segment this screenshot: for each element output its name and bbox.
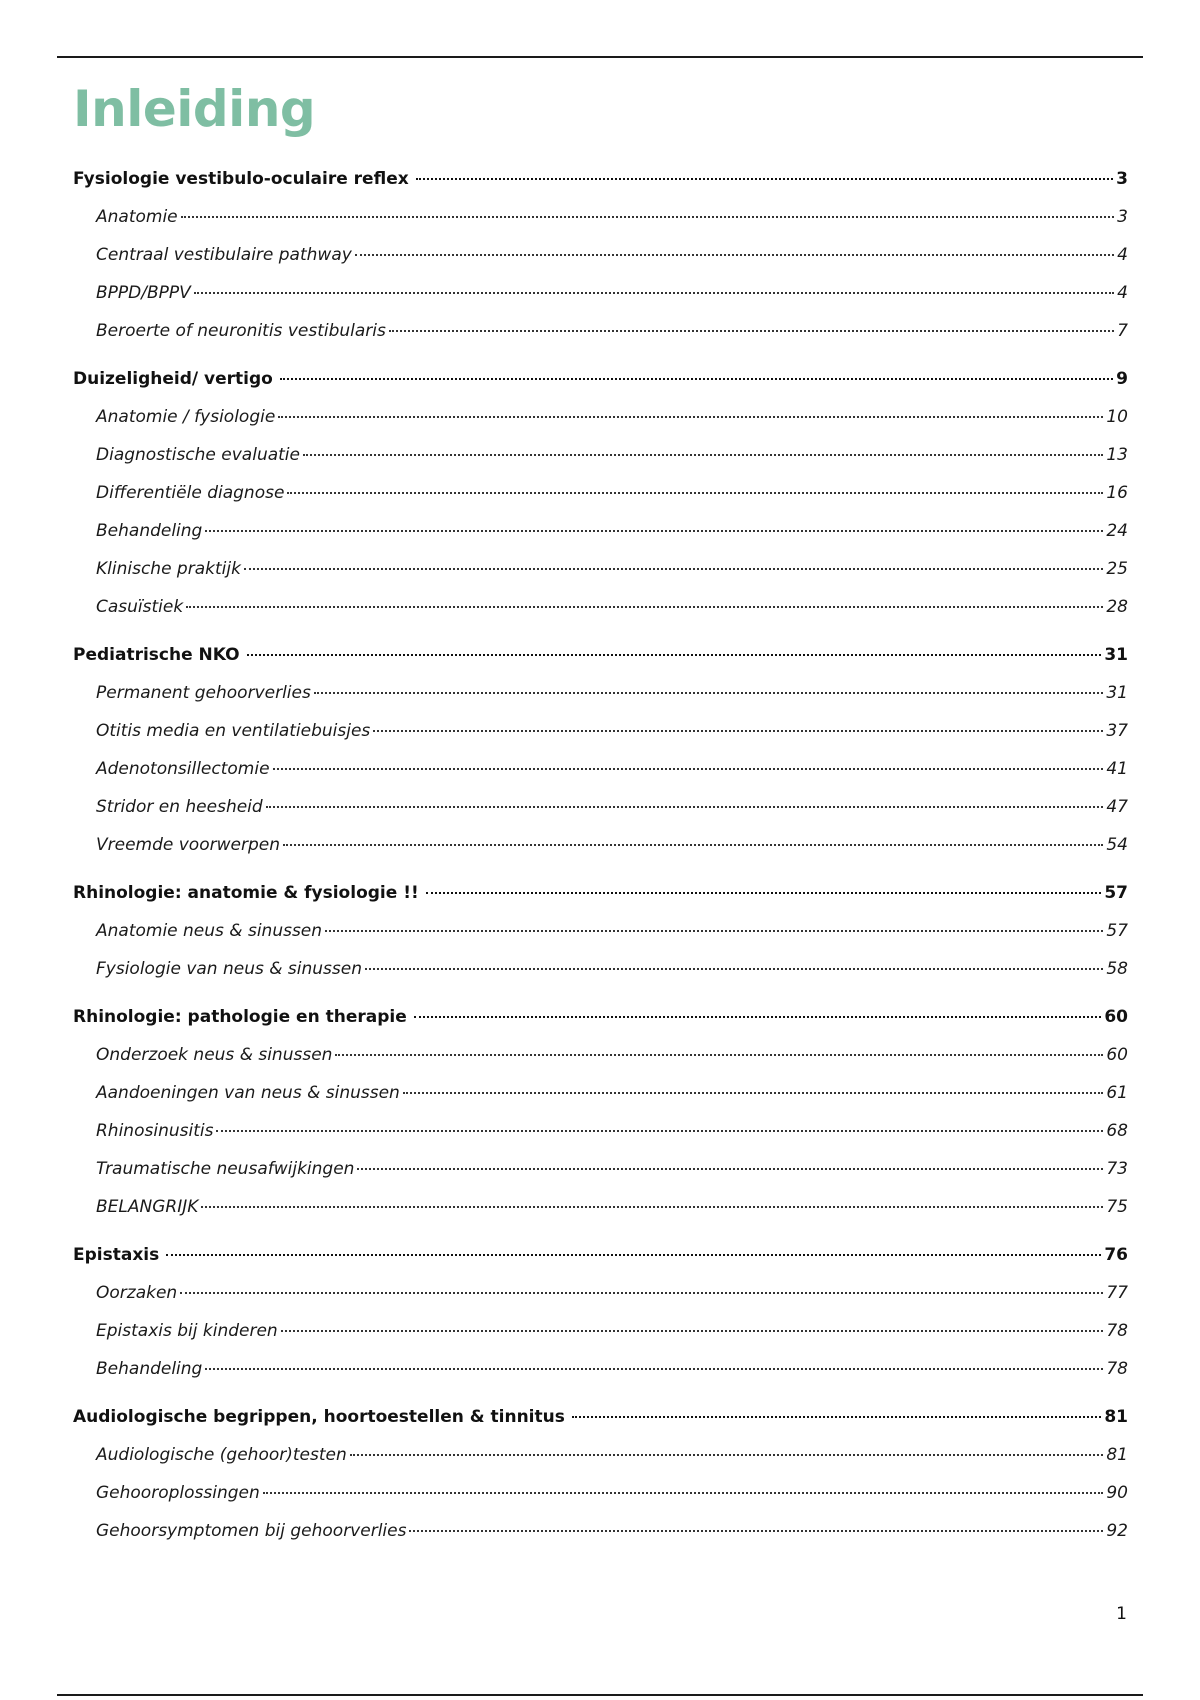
dot-leader <box>287 492 1103 494</box>
footer-rule <box>57 1694 1143 1696</box>
dot-leader <box>365 968 1103 970</box>
toc-subsection-entry[interactable] <box>73 1474 1128 1512</box>
toc-subsection-page: 41 <box>1106 759 1128 779</box>
dot-leader <box>426 892 1102 894</box>
toc-chapter-page: 57 <box>1104 883 1128 903</box>
toc-section <box>73 1236 1128 1388</box>
toc-subsection-entry[interactable] <box>73 826 1128 864</box>
toc-subsection-label: Anatomie <box>96 207 178 227</box>
toc-chapter-label: Rhinologie: anatomie & fysiologie !! <box>73 883 419 903</box>
toc-subsection-label: Klinische praktijk <box>96 559 241 579</box>
toc-section <box>73 874 1128 988</box>
dot-leader <box>216 1130 1103 1132</box>
toc-chapter-page: 31 <box>1104 645 1128 665</box>
dot-leader <box>186 606 1103 608</box>
toc-subsection-label: Otitis media en ventilatiebuisjes <box>96 721 371 741</box>
toc-subsection-label: Behandeling <box>96 1359 203 1379</box>
toc-subsection-label: Rhinosinusitis <box>96 1121 214 1141</box>
toc-subsection-page: 7 <box>1117 321 1128 341</box>
toc-chapter-page: 9 <box>1116 369 1128 389</box>
toc-subsection-label: Onderzoek neus & sinussen <box>96 1045 333 1065</box>
toc-subsection-page: 60 <box>1106 1045 1128 1065</box>
toc-subsection-entry[interactable] <box>73 1150 1128 1188</box>
toc-subsection-page: 78 <box>1106 1359 1128 1379</box>
dot-leader <box>166 1254 1101 1256</box>
dot-leader <box>416 178 1113 180</box>
toc-chapter-page: 60 <box>1104 1007 1128 1027</box>
toc-subsection-page: 57 <box>1106 921 1128 941</box>
dot-leader <box>205 530 1103 532</box>
toc-chapter-entry[interactable] <box>73 1236 1128 1274</box>
toc-chapter-label: Duizeligheid/ vertigo <box>73 369 273 389</box>
toc-subsection-label: Diagnostische evaluatie <box>96 445 300 465</box>
toc-subsection-entry[interactable] <box>73 1112 1128 1150</box>
toc-subsection-entry[interactable] <box>73 912 1128 950</box>
toc-subsection-entry[interactable] <box>73 198 1128 236</box>
toc-subsection-label: Gehooroplossingen <box>96 1483 260 1503</box>
toc-subsection-entry[interactable] <box>73 1350 1128 1388</box>
toc-subsection-entry[interactable] <box>73 274 1128 312</box>
toc-subsection-page: 78 <box>1106 1321 1128 1341</box>
toc-subsection-label: Permanent gehoorverlies <box>96 683 311 703</box>
toc-subsection-label: Fysiologie van neus & sinussen <box>96 959 362 979</box>
toc-subsection-page: 75 <box>1106 1197 1128 1217</box>
toc-subsection-page: 81 <box>1106 1445 1128 1465</box>
toc-section <box>73 160 1128 350</box>
toc-subsection-entry[interactable] <box>73 674 1128 712</box>
toc-subsection-label: Stridor en heesheid <box>96 797 263 817</box>
dot-leader <box>244 568 1103 570</box>
toc-subsection-page: 4 <box>1117 245 1128 265</box>
dot-leader <box>205 1368 1103 1370</box>
dot-leader <box>357 1168 1103 1170</box>
toc-chapter-entry[interactable] <box>73 160 1128 198</box>
toc-subsection-page: 16 <box>1106 483 1128 503</box>
toc-chapter-page: 3 <box>1116 169 1128 189</box>
dot-leader <box>278 416 1103 418</box>
dot-leader <box>325 930 1103 932</box>
toc-subsection-entry[interactable] <box>73 1036 1128 1074</box>
toc-subsection-page: 73 <box>1106 1159 1128 1179</box>
toc-section <box>73 1398 1128 1550</box>
toc-subsection-entry[interactable] <box>73 1274 1128 1312</box>
toc-subsection-page: 61 <box>1106 1083 1128 1103</box>
dot-leader <box>409 1530 1103 1532</box>
toc-subsection-entry[interactable] <box>73 550 1128 588</box>
toc-subsection-label: Behandeling <box>96 521 203 541</box>
toc-subsection-entry[interactable] <box>73 1188 1128 1226</box>
dot-leader <box>263 1492 1104 1494</box>
toc-chapter-entry[interactable] <box>73 874 1128 912</box>
dot-leader <box>180 1292 1103 1294</box>
toc-subsection-entry[interactable] <box>73 1512 1128 1550</box>
dot-leader <box>247 654 1102 656</box>
toc-section <box>73 636 1128 864</box>
toc-subsection-label: Traumatische neusafwijkingen <box>96 1159 355 1179</box>
toc-subsection-page: 3 <box>1117 207 1128 227</box>
toc-subsection-entry[interactable] <box>73 588 1128 626</box>
toc-chapter-entry[interactable] <box>73 1398 1128 1436</box>
toc-subsection-label: Differentiële diagnose <box>96 483 285 503</box>
toc-subsection-label: Epistaxis bij kinderen <box>96 1321 278 1341</box>
dot-leader <box>373 730 1103 732</box>
toc-subsection-label: Beroerte of neuronitis vestibularis <box>96 321 386 341</box>
toc-subsection-page: 24 <box>1106 521 1128 541</box>
toc-chapter-label: Epistaxis <box>73 1245 160 1265</box>
dot-leader <box>335 1054 1103 1056</box>
dot-leader <box>201 1206 1103 1208</box>
dot-leader <box>273 768 1104 770</box>
toc-subsection-entry[interactable] <box>73 712 1128 750</box>
toc-subsection-entry[interactable] <box>73 236 1128 274</box>
toc-subsection-page: 92 <box>1106 1521 1128 1541</box>
dot-leader <box>266 806 1104 808</box>
dot-leader <box>314 692 1104 694</box>
dot-leader <box>389 330 1114 332</box>
page-title: Inleiding <box>73 80 316 138</box>
toc-subsection-page: 31 <box>1106 683 1128 703</box>
toc-subsection-label: Anatomie neus & sinussen <box>96 921 323 941</box>
toc-chapter-entry[interactable] <box>73 636 1128 674</box>
dot-leader <box>281 1330 1104 1332</box>
toc-subsection-page: 37 <box>1106 721 1128 741</box>
toc-subsection-entry[interactable] <box>73 474 1128 512</box>
toc-subsection-page: 47 <box>1106 797 1128 817</box>
toc-chapter-entry[interactable] <box>73 998 1128 1036</box>
dot-leader <box>414 1016 1102 1018</box>
toc-subsection-page: 25 <box>1106 559 1128 579</box>
toc-chapter-label: Audiologische begrippen, hoortoestellen & tinnitus <box>73 1407 565 1427</box>
dot-leader <box>355 254 1114 256</box>
toc-subsection-page: 90 <box>1106 1483 1128 1503</box>
toc-chapter-page: 76 <box>1104 1245 1128 1265</box>
toc-subsection-entry[interactable] <box>73 750 1128 788</box>
toc-subsection-label: Vreemde voorwerpen <box>96 835 280 855</box>
toc-subsection-entry[interactable] <box>73 1074 1128 1112</box>
dot-leader <box>350 1454 1104 1456</box>
toc-subsection-label: Audiologische (gehoor)testen <box>96 1445 347 1465</box>
toc-subsection-entry[interactable] <box>73 512 1128 550</box>
toc-chapter-entry[interactable] <box>73 360 1128 398</box>
dot-leader <box>280 378 1113 380</box>
dot-leader <box>194 292 1114 294</box>
toc-subsection-page: 13 <box>1106 445 1128 465</box>
dot-leader <box>283 844 1103 846</box>
toc-subsection-entry[interactable] <box>73 436 1128 474</box>
dot-leader <box>181 216 1115 218</box>
toc-section <box>73 360 1128 626</box>
dot-leader <box>403 1092 1104 1094</box>
toc-chapter-label: Fysiologie vestibulo-oculaire reflex <box>73 169 409 189</box>
toc-subsection-entry[interactable] <box>73 788 1128 826</box>
dot-leader <box>572 1416 1101 1418</box>
toc-subsection-label: Aandoeningen van neus & sinussen <box>96 1083 400 1103</box>
toc-subsection-page: 28 <box>1106 597 1128 617</box>
toc-subsection-label: BPPD/BPPV <box>96 283 191 303</box>
toc-subsection-page: 4 <box>1117 283 1128 303</box>
toc-subsection-page: 58 <box>1106 959 1128 979</box>
toc-subsection-entry[interactable] <box>73 1312 1128 1350</box>
toc-chapter-page: 81 <box>1104 1407 1128 1427</box>
toc-subsection-page: 54 <box>1106 835 1128 855</box>
toc-subsection-label: BELANGRIJK <box>96 1197 199 1217</box>
toc-subsection-label: Oorzaken <box>96 1283 178 1303</box>
dot-leader <box>303 454 1103 456</box>
toc-subsection-entry[interactable] <box>73 398 1128 436</box>
table-of-contents <box>73 160 1128 1560</box>
toc-subsection-entry[interactable] <box>73 312 1128 350</box>
toc-subsection-entry[interactable] <box>73 1436 1128 1474</box>
toc-subsection-label: Casuïstiek <box>96 597 184 617</box>
toc-subsection-page: 68 <box>1106 1121 1128 1141</box>
toc-subsection-page: 10 <box>1106 407 1128 427</box>
toc-subsection-label: Centraal vestibulaire pathway <box>96 245 352 265</box>
toc-chapter-label: Pediatrische NKO <box>73 645 240 665</box>
header-rule <box>57 56 1143 58</box>
toc-section <box>73 998 1128 1226</box>
toc-subsection-entry[interactable] <box>73 950 1128 988</box>
toc-subsection-label: Adenotonsillectomie <box>96 759 270 779</box>
toc-subsection-label: Anatomie / fysiologie <box>96 407 276 427</box>
toc-subsection-page: 77 <box>1106 1283 1128 1303</box>
page-number: 1 <box>1116 1604 1127 1624</box>
toc-subsection-label: Gehoorsymptomen bij gehoorverlies <box>96 1521 407 1541</box>
toc-chapter-label: Rhinologie: pathologie en therapie <box>73 1007 407 1027</box>
